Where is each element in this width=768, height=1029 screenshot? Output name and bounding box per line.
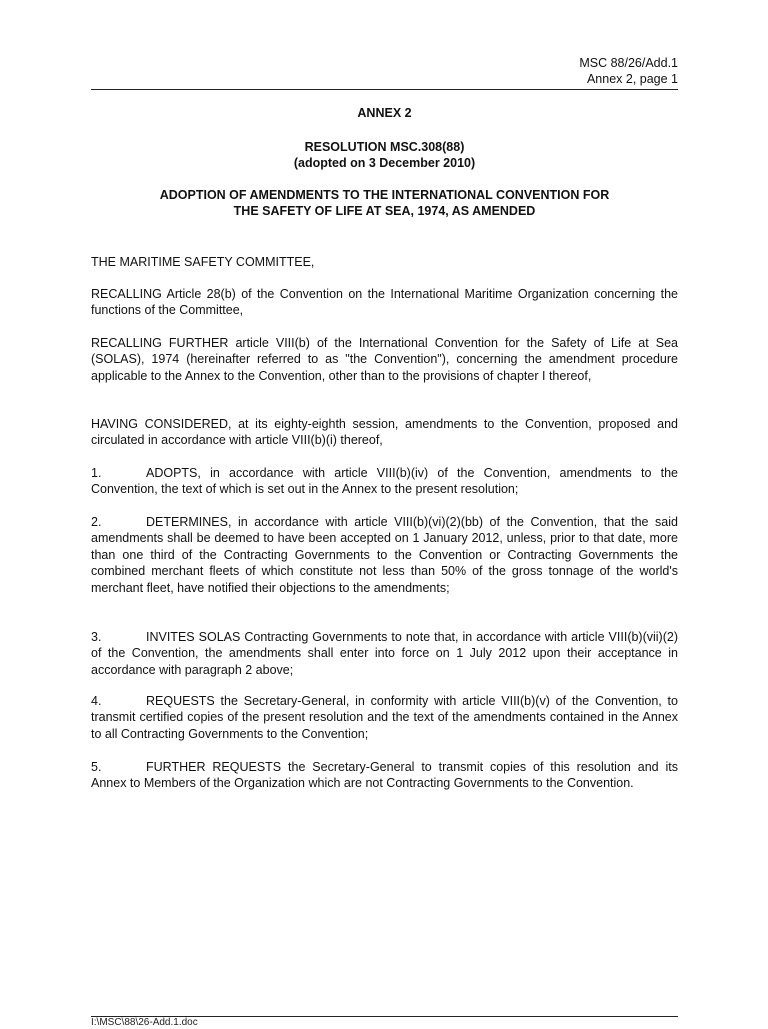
paragraph-text: DETERMINES, in accordance with article VIII(b)(vi)(2)(bb) of the Convention, that the said amendments shall be deemed to have been accepted on 1 January 2012, unless, prior to that date, more than one third of the Contracting Governments to the Convention or Contracting Governments the combined merchant fleets of which constitute not less than 50% of the gross tonnage of the world's merchant fleet, have notified their objections to the amendments; [91, 515, 678, 595]
recalling-text: RECALLING Article 28(b) of the Convention on the International Maritime Organization concerning the functions of the Committee, [91, 287, 678, 318]
subject-line-2: THE SAFETY OF LIFE AT SEA, 1974, AS AMENDED [233, 204, 536, 218]
resolution-subject [91, 187, 678, 219]
paragraph-number: 2. [91, 515, 102, 529]
file-path: I:\MSC\88\26-Add.1.doc [91, 1017, 198, 1028]
document-reference: MSC 88/26/Add.1 [579, 56, 678, 70]
paragraph-number: 3. [91, 630, 102, 644]
page-reference: Annex 2, page 1 [586, 72, 678, 86]
operative-paragraph-2 [91, 514, 678, 596]
operative-paragraph-1 [91, 465, 678, 498]
paragraph-number: 1. [91, 466, 102, 480]
recalling-further-text: RECALLING FURTHER article VIII(b) of the International Convention for the Safety of Life at Sea (SOLAS), 1974 (hereinafter referred to as "the Convention"), concerning the amendment procedure applicable to the Annex to the Convention, other than to the provisions of chapter I thereof, [91, 336, 678, 383]
paragraph-number: 5. [91, 760, 102, 774]
committee-line [91, 254, 678, 270]
header-divider [91, 89, 678, 90]
recalling-paragraph [91, 286, 678, 319]
having-considered-paragraph [91, 416, 678, 449]
resolution-heading [91, 139, 678, 171]
subject-line-1: ADOPTION OF AMENDMENTS TO THE INTERNATIONAL CONVENTION FOR [159, 188, 610, 202]
annex-title: ANNEX 2 [357, 106, 412, 120]
resolution-number: RESOLUTION MSC.308(88) [304, 140, 465, 154]
operative-paragraph-4 [91, 693, 678, 742]
paragraph-text: INVITES SOLAS Contracting Governments to note that, in accordance with article VIII(b)(vii)(2) of the Convention, the amendments shall enter into force on 1 July 2012 upon their acceptance in accordance with paragraph 2 above; [91, 630, 678, 677]
document-header [579, 55, 678, 87]
committee-text: THE MARITIME SAFETY COMMITTEE, [91, 255, 315, 269]
paragraph-text: FURTHER REQUESTS the Secretary-General to transmit copies of this resolution and its Annex to Members of the Organization which are not Contracting Governments to the Convention. [91, 760, 678, 791]
having-considered-text: HAVING CONSIDERED, at its eighty-eighth session, amendments to the Convention, proposed and circulated in accordance with article VIII(b)(i) thereof, [91, 417, 678, 448]
paragraph-text: REQUESTS the Secretary-General, in conformity with article VIII(b)(v) of the Convention, to transmit certified copies of the present resolution and the text of the amendments contained in the Annex to all Contracting Governments to the Convention; [91, 694, 678, 741]
paragraph-text: ADOPTS, in accordance with article VIII(b)(iv) of the Convention, amendments to the Convention, the text of which is set out in the Annex to the present resolution; [91, 466, 678, 497]
recalling-further-paragraph [91, 335, 678, 384]
paragraph-number: 4. [91, 694, 102, 708]
adoption-date: (adopted on 3 December 2010) [293, 156, 476, 170]
operative-paragraph-5 [91, 759, 678, 792]
operative-paragraph-3 [91, 629, 678, 678]
